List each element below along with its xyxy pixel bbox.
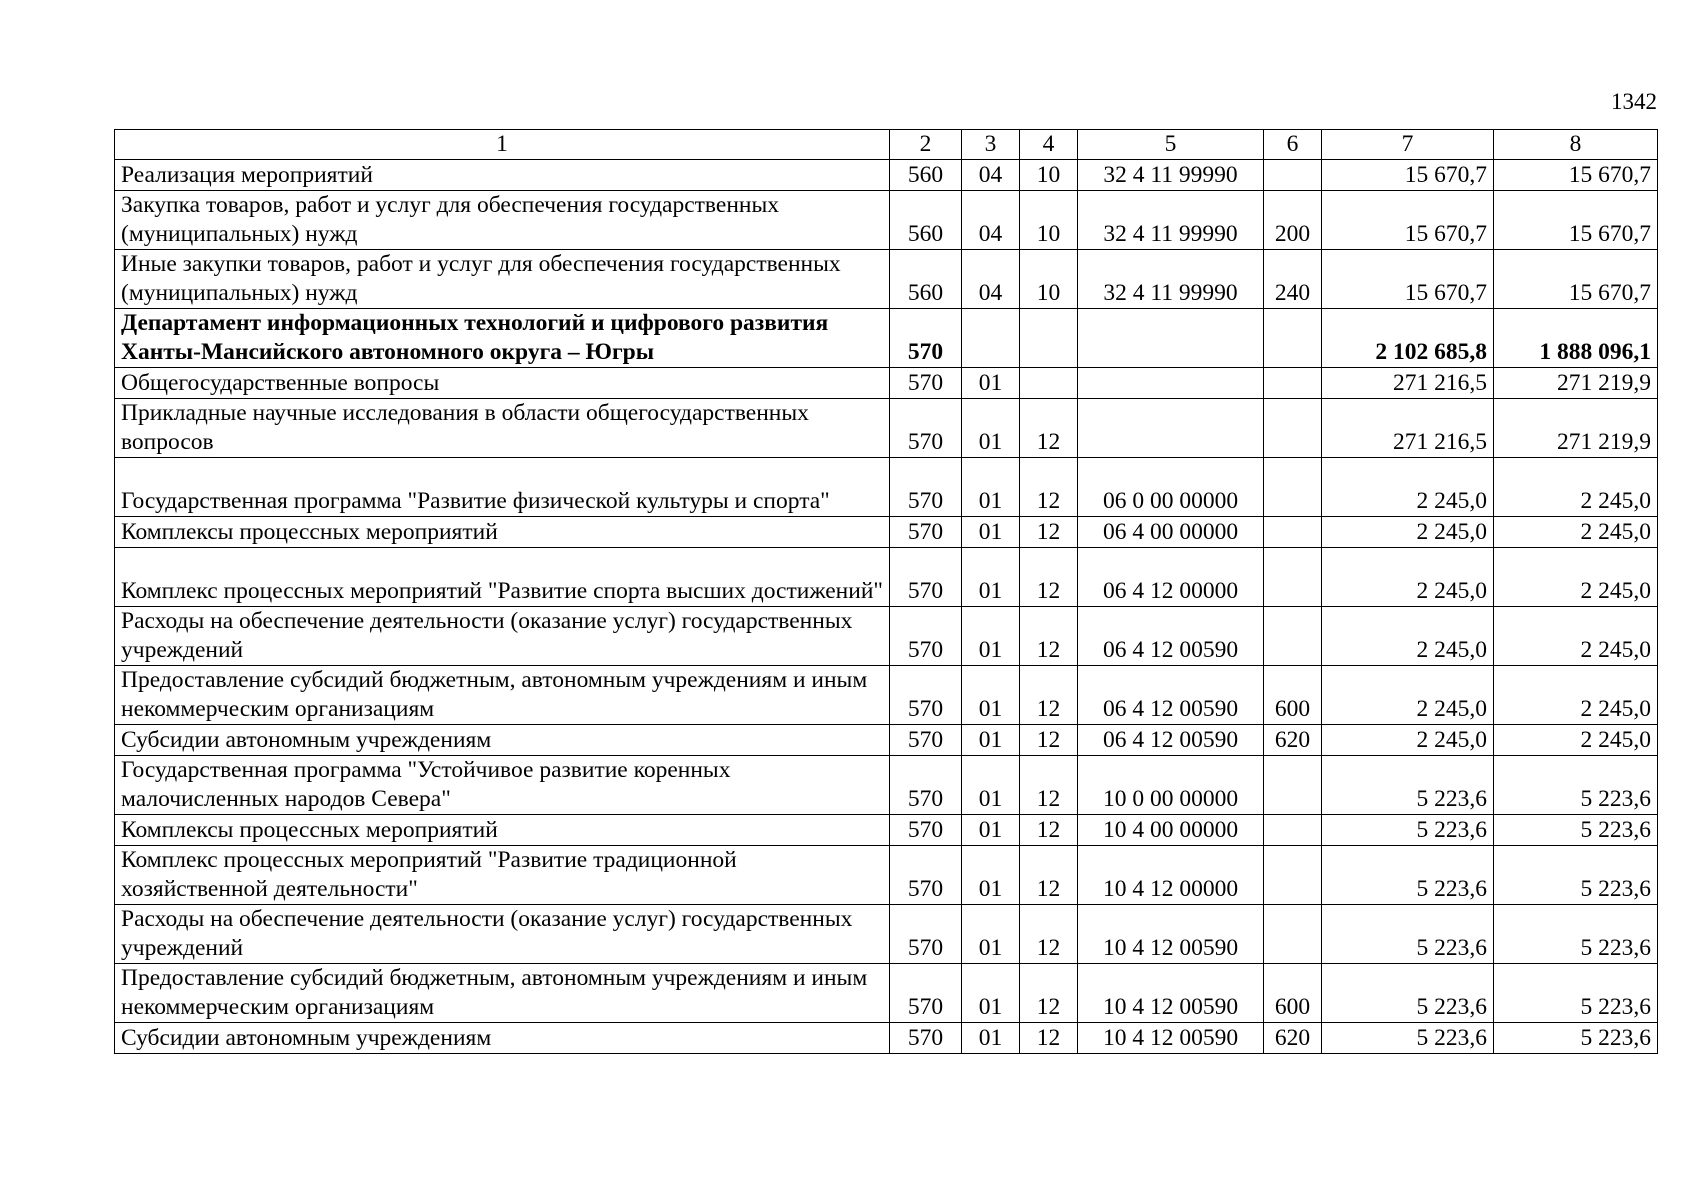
grbs-code-cell: 570: [890, 368, 962, 399]
subsection-code-cell: 12: [1020, 964, 1078, 1023]
amount-year1-cell: 5 223,6: [1322, 964, 1494, 1023]
grbs-code-cell: 570: [890, 815, 962, 846]
item-name-cell: Реализация мероприятий: [115, 160, 890, 191]
grbs-code-cell: 570: [890, 1023, 962, 1054]
grbs-code-cell: 570: [890, 964, 962, 1023]
subsection-code-cell: 12: [1020, 815, 1078, 846]
expense-type-cell: [1264, 815, 1322, 846]
table-row: [115, 250, 1658, 309]
target-article-cell: 06 4 00 00000: [1078, 517, 1264, 548]
budget-table: [114, 129, 1658, 1054]
grbs-code-cell: 570: [890, 458, 962, 517]
grbs-code-cell: 560: [890, 250, 962, 309]
amount-year2-cell: 2 245,0: [1494, 666, 1658, 725]
item-name-cell: Департамент информационных технологий и цифрового развития Ханты-Мансийского автономного округа – Югры: [115, 309, 890, 368]
subsection-code-cell: 10: [1020, 250, 1078, 309]
amount-year1-cell: 2 245,0: [1322, 725, 1494, 756]
target-article-cell: 06 4 12 00590: [1078, 725, 1264, 756]
expense-type-cell: [1264, 756, 1322, 815]
subsection-code-cell: [1020, 309, 1078, 368]
target-article-cell: 06 4 12 00590: [1078, 666, 1264, 725]
target-article-cell: [1078, 399, 1264, 458]
table-row: [115, 368, 1658, 399]
item-name-cell: Расходы на обеспечение деятельности (оказание услуг) государственных учреждений: [115, 607, 890, 666]
subsection-code-cell: 12: [1020, 399, 1078, 458]
item-name-cell: Предоставление субсидий бюджетным, автономным учреждениям и иным некоммерческим организациям: [115, 666, 890, 725]
section-code-cell: 01: [962, 964, 1020, 1023]
item-name-cell: Государственная программа "Устойчивое развитие коренных малочисленных народов Севера": [115, 756, 890, 815]
item-name-cell: Государственная программа "Развитие физической культуры и спорта": [115, 458, 890, 517]
target-article-cell: 10 4 12 00000: [1078, 846, 1264, 905]
item-name-cell: Иные закупки товаров, работ и услуг для обеспечения государственных (муниципальных) нужд: [115, 250, 890, 309]
amount-year1-cell: 2 245,0: [1322, 458, 1494, 517]
table-row: [115, 666, 1658, 725]
section-code-cell: 01: [962, 368, 1020, 399]
grbs-code-cell: 570: [890, 399, 962, 458]
expense-type-cell: 620: [1264, 725, 1322, 756]
grbs-code-cell: 570: [890, 548, 962, 607]
table-row: [115, 309, 1658, 368]
amount-year2-cell: 15 670,7: [1494, 160, 1658, 191]
target-article-cell: 32 4 11 99990: [1078, 160, 1264, 191]
expense-type-cell: [1264, 399, 1322, 458]
item-name-cell: Прикладные научные исследования в области общегосударственных вопросов: [115, 399, 890, 458]
amount-year1-cell: 5 223,6: [1322, 846, 1494, 905]
section-code-cell: 01: [962, 725, 1020, 756]
item-name-cell: Предоставление субсидий бюджетным, автономным учреждениям и иным некоммерческим организациям: [115, 964, 890, 1023]
section-code-cell: 01: [962, 607, 1020, 666]
subsection-code-cell: 12: [1020, 846, 1078, 905]
amount-year2-cell: 5 223,6: [1494, 964, 1658, 1023]
expense-type-cell: [1264, 517, 1322, 548]
section-code-cell: 01: [962, 517, 1020, 548]
grbs-code-cell: 570: [890, 725, 962, 756]
table-row: [115, 846, 1658, 905]
item-name-cell: Субсидии автономным учреждениям: [115, 725, 890, 756]
header-cell: 2: [890, 130, 962, 160]
amount-year2-cell: 271 219,9: [1494, 399, 1658, 458]
table-row: [115, 399, 1658, 458]
amount-year1-cell: 15 670,7: [1322, 191, 1494, 250]
grbs-code-cell: 570: [890, 607, 962, 666]
subsection-code-cell: 12: [1020, 756, 1078, 815]
grbs-code-cell: 570: [890, 517, 962, 548]
amount-year2-cell: 2 245,0: [1494, 458, 1658, 517]
target-article-cell: 32 4 11 99990: [1078, 250, 1264, 309]
expense-type-cell: 620: [1264, 1023, 1322, 1054]
header-row: [115, 130, 1658, 160]
subsection-code-cell: 12: [1020, 458, 1078, 517]
table-row: [115, 905, 1658, 964]
amount-year1-cell: 2 102 685,8: [1322, 309, 1494, 368]
expense-type-cell: [1264, 846, 1322, 905]
table-row: [115, 458, 1658, 517]
section-code-cell: [962, 309, 1020, 368]
subsection-code-cell: 10: [1020, 160, 1078, 191]
amount-year2-cell: 2 245,0: [1494, 517, 1658, 548]
subsection-code-cell: 12: [1020, 725, 1078, 756]
amount-year2-cell: 271 219,9: [1494, 368, 1658, 399]
table-row: [115, 191, 1658, 250]
table-row: [115, 160, 1658, 191]
header-cell: 8: [1494, 130, 1658, 160]
amount-year1-cell: 271 216,5: [1322, 399, 1494, 458]
item-name-cell: Субсидии автономным учреждениям: [115, 1023, 890, 1054]
page-number: 1342: [1611, 89, 1657, 114]
target-article-cell: 10 0 00 00000: [1078, 756, 1264, 815]
section-code-cell: 01: [962, 399, 1020, 458]
amount-year2-cell: 5 223,6: [1494, 846, 1658, 905]
header-cell: 5: [1078, 130, 1264, 160]
target-article-cell: 06 4 12 00000: [1078, 548, 1264, 607]
target-article-cell: 10 4 00 00000: [1078, 815, 1264, 846]
section-code-cell: 01: [962, 756, 1020, 815]
amount-year2-cell: 15 670,7: [1494, 191, 1658, 250]
amount-year1-cell: 2 245,0: [1322, 548, 1494, 607]
table-row: [115, 607, 1658, 666]
target-article-cell: 10 4 12 00590: [1078, 1023, 1264, 1054]
grbs-code-cell: 560: [890, 160, 962, 191]
table-row: [115, 1023, 1658, 1054]
subsection-code-cell: 12: [1020, 517, 1078, 548]
grbs-code-cell: 570: [890, 905, 962, 964]
target-article-cell: 06 4 12 00590: [1078, 607, 1264, 666]
section-code-cell: 04: [962, 191, 1020, 250]
subsection-code-cell: 12: [1020, 905, 1078, 964]
subsection-code-cell: 12: [1020, 607, 1078, 666]
amount-year2-cell: 2 245,0: [1494, 607, 1658, 666]
expense-type-cell: [1264, 548, 1322, 607]
expense-type-cell: [1264, 309, 1322, 368]
grbs-code-cell: 570: [890, 666, 962, 725]
section-code-cell: 01: [962, 458, 1020, 517]
grbs-code-cell: 570: [890, 309, 962, 368]
target-article-cell: 10 4 12 00590: [1078, 964, 1264, 1023]
item-name-cell: Закупка товаров, работ и услуг для обеспечения государственных (муниципальных) нужд: [115, 191, 890, 250]
expense-type-cell: 600: [1264, 666, 1322, 725]
amount-year2-cell: 5 223,6: [1494, 905, 1658, 964]
expense-type-cell: 240: [1264, 250, 1322, 309]
amount-year2-cell: 5 223,6: [1494, 756, 1658, 815]
table-row: [115, 517, 1658, 548]
section-code-cell: 01: [962, 1023, 1020, 1054]
table-row: [115, 756, 1658, 815]
amount-year1-cell: 5 223,6: [1322, 905, 1494, 964]
amount-year2-cell: 1 888 096,1: [1494, 309, 1658, 368]
grbs-code-cell: 570: [890, 756, 962, 815]
header-cell: 6: [1264, 130, 1322, 160]
section-code-cell: 01: [962, 815, 1020, 846]
amount-year2-cell: 2 245,0: [1494, 548, 1658, 607]
expense-type-cell: [1264, 905, 1322, 964]
header-cell: 1: [115, 130, 890, 160]
header-cell: 7: [1322, 130, 1494, 160]
amount-year1-cell: 271 216,5: [1322, 368, 1494, 399]
section-code-cell: 01: [962, 548, 1020, 607]
subsection-code-cell: 12: [1020, 548, 1078, 607]
item-name-cell: Комплексы процессных мероприятий: [115, 815, 890, 846]
amount-year1-cell: 2 245,0: [1322, 607, 1494, 666]
amount-year2-cell: 5 223,6: [1494, 1023, 1658, 1054]
expense-type-cell: 200: [1264, 191, 1322, 250]
table-row: [115, 964, 1658, 1023]
item-name-cell: Общегосударственные вопросы: [115, 368, 890, 399]
expense-type-cell: [1264, 458, 1322, 517]
grbs-code-cell: 560: [890, 191, 962, 250]
amount-year1-cell: 15 670,7: [1322, 160, 1494, 191]
table-row: [115, 725, 1658, 756]
amount-year1-cell: 2 245,0: [1322, 666, 1494, 725]
section-code-cell: 01: [962, 666, 1020, 725]
subsection-code-cell: 10: [1020, 191, 1078, 250]
subsection-code-cell: 12: [1020, 1023, 1078, 1054]
amount-year1-cell: 5 223,6: [1322, 1023, 1494, 1054]
target-article-cell: [1078, 309, 1264, 368]
expense-type-cell: 600: [1264, 964, 1322, 1023]
expense-type-cell: [1264, 368, 1322, 399]
table-row: [115, 548, 1658, 607]
target-article-cell: 10 4 12 00590: [1078, 905, 1264, 964]
item-name-cell: Расходы на обеспечение деятельности (оказание услуг) государственных учреждений: [115, 905, 890, 964]
amount-year2-cell: 5 223,6: [1494, 815, 1658, 846]
grbs-code-cell: 570: [890, 846, 962, 905]
table-body: [115, 130, 1658, 1054]
target-article-cell: 32 4 11 99990: [1078, 191, 1264, 250]
item-name-cell: Комплексы процессных мероприятий: [115, 517, 890, 548]
item-name-cell: Комплекс процессных мероприятий "Развитие спорта высших достижений": [115, 548, 890, 607]
target-article-cell: [1078, 368, 1264, 399]
target-article-cell: 06 0 00 00000: [1078, 458, 1264, 517]
header-cell: 4: [1020, 130, 1078, 160]
amount-year2-cell: 2 245,0: [1494, 725, 1658, 756]
amount-year1-cell: 5 223,6: [1322, 815, 1494, 846]
subsection-code-cell: 12: [1020, 666, 1078, 725]
subsection-code-cell: [1020, 368, 1078, 399]
section-code-cell: 01: [962, 846, 1020, 905]
section-code-cell: 01: [962, 905, 1020, 964]
item-name-cell: Комплекс процессных мероприятий "Развитие традиционной хозяйственной деятельности": [115, 846, 890, 905]
amount-year1-cell: 15 670,7: [1322, 250, 1494, 309]
amount-year1-cell: 5 223,6: [1322, 756, 1494, 815]
section-code-cell: 04: [962, 250, 1020, 309]
table-row: [115, 815, 1658, 846]
expense-type-cell: [1264, 160, 1322, 191]
section-code-cell: 04: [962, 160, 1020, 191]
header-cell: 3: [962, 130, 1020, 160]
amount-year1-cell: 2 245,0: [1322, 517, 1494, 548]
amount-year2-cell: 15 670,7: [1494, 250, 1658, 309]
expense-type-cell: [1264, 607, 1322, 666]
